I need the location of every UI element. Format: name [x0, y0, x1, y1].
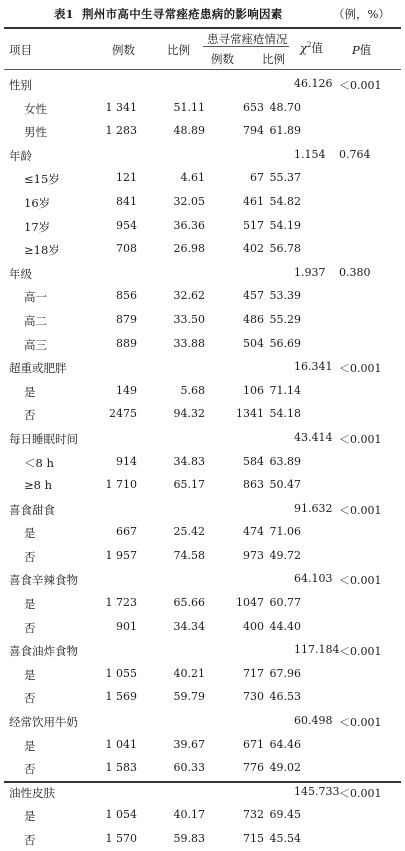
cell-ratio: 51.11 — [173, 100, 205, 114]
table-row — [0, 332, 405, 356]
cell-p-value: ＜0.001 — [339, 645, 382, 659]
header-subrule — [203, 46, 289, 47]
cell-p-value: ＜0.001 — [339, 786, 382, 800]
cell-p-value: ＜0.001 — [339, 432, 382, 446]
table-row — [0, 733, 405, 757]
row-label: 男性 — [24, 125, 47, 140]
header-item: 项目 — [9, 43, 32, 57]
cell-chi-square: 91.632 — [294, 501, 333, 515]
cell-p-value: ＜0.001 — [339, 79, 382, 92]
cell-chi-square: 64.103 — [294, 572, 333, 586]
cell-chi-square: 60.498 — [294, 714, 333, 728]
cell-p-value: 0.764 — [339, 147, 371, 161]
table-row — [0, 379, 405, 403]
cell-acne-ratio: 56.78 — [269, 242, 301, 256]
cell-acne-ratio: 48.70 — [269, 100, 301, 114]
row-label: 每日睡眠时间 — [9, 431, 78, 446]
row-label: 否 — [24, 620, 36, 635]
cell-p-value: ＜0.001 — [339, 362, 382, 376]
cell-count: 914 — [116, 454, 137, 468]
row-label: 年龄 — [9, 148, 32, 163]
cell-acne-ratio: 44.40 — [269, 619, 301, 633]
table-row — [0, 662, 405, 686]
table-row — [0, 308, 405, 332]
cell-count: 667 — [116, 525, 137, 539]
cell-acne-count: 400 — [243, 619, 264, 633]
cell-count: 149 — [116, 383, 137, 397]
table-row — [0, 96, 405, 120]
table-group-row — [0, 638, 405, 662]
cell-count: 1 055 — [105, 666, 137, 680]
cell-acne-count: 504 — [243, 336, 264, 350]
top-rule — [4, 27, 401, 29]
cell-acne-count: 106 — [243, 383, 264, 397]
cell-acne-count: 973 — [243, 548, 264, 562]
row-label: 年级 — [9, 266, 32, 281]
row-label: 是 — [24, 738, 36, 753]
cell-acne-count: 732 — [243, 808, 264, 822]
cell-acne-ratio: 50.47 — [269, 478, 301, 492]
table-row — [0, 520, 405, 544]
cell-count: 1 041 — [105, 737, 137, 751]
cell-ratio: 39.67 — [173, 737, 205, 751]
table-group-row — [0, 709, 405, 733]
cell-acne-ratio: 67.96 — [269, 666, 301, 680]
cell-acne-ratio: 46.53 — [269, 690, 301, 704]
cell-acne-count: 457 — [243, 289, 264, 303]
cell-count: 1 957 — [105, 548, 137, 562]
cell-acne-ratio: 54.19 — [269, 218, 301, 232]
cell-count: 1 054 — [105, 808, 137, 822]
row-label: 否 — [24, 549, 36, 564]
cell-p-value: ＜0.001 — [339, 716, 382, 730]
cell-acne-ratio: 64.46 — [269, 737, 301, 751]
table-group-row — [0, 780, 405, 804]
cell-acne-ratio: 55.37 — [269, 171, 301, 185]
cell-acne-count: 584 — [243, 454, 264, 468]
row-label: 超重或肥胖 — [9, 361, 67, 376]
row-label: 喜食辛辣食物 — [9, 573, 78, 588]
row-label: ≤15岁 — [24, 172, 60, 187]
cell-chi-square: 145.733 — [294, 784, 340, 798]
cell-ratio: 34.83 — [173, 454, 205, 468]
row-label: 16岁 — [24, 195, 51, 210]
cell-acne-count: 474 — [243, 525, 264, 539]
cell-acne-count: 715 — [243, 832, 264, 845]
cell-ratio: 65.17 — [173, 478, 205, 492]
chi-symbol: χ — [300, 41, 307, 55]
table-unit: （例，%） — [333, 7, 390, 21]
table-row — [0, 237, 405, 261]
cell-ratio: 33.88 — [173, 336, 205, 350]
row-label: 女性 — [24, 101, 47, 116]
p-suffix: 值 — [359, 43, 372, 57]
table-row — [0, 803, 405, 827]
cell-ratio: 48.89 — [173, 124, 205, 138]
cell-count: 2475 — [109, 407, 137, 421]
cell-ratio: 36.36 — [173, 218, 205, 232]
header-acne-ratio: 比例 — [262, 52, 285, 66]
table-row — [0, 615, 405, 639]
table-group-row — [0, 72, 405, 96]
table-group-row — [0, 261, 405, 285]
cell-acne-count: 1341 — [236, 407, 264, 421]
cell-chi-square: 1.937 — [294, 265, 326, 279]
table-group-row — [0, 355, 405, 379]
cell-acne-count: 1047 — [236, 596, 264, 610]
cell-count: 1 569 — [105, 690, 137, 704]
cell-ratio: 59.79 — [173, 690, 205, 704]
table-row — [0, 214, 405, 238]
cell-acne-ratio: 69.45 — [269, 808, 301, 822]
table-title: 荆州市高中生寻常痤疮患病的影响因素 — [82, 7, 283, 21]
row-label: 是 — [24, 809, 36, 824]
chi-suffix: 值 — [311, 41, 323, 55]
cell-acne-count: 794 — [243, 124, 264, 138]
cell-count: 121 — [116, 171, 137, 185]
cell-acne-count: 671 — [243, 737, 264, 751]
cell-acne-ratio: 49.02 — [269, 761, 301, 775]
cell-acne-count: 461 — [243, 194, 264, 208]
table-group-row — [0, 497, 405, 521]
table-row — [0, 190, 405, 214]
cell-ratio: 65.66 — [173, 596, 205, 610]
table-row — [0, 591, 405, 615]
header-acne-count: 例数 — [211, 52, 234, 66]
cell-acne-ratio: 49.72 — [269, 548, 301, 562]
cell-chi-square: 46.126 — [294, 77, 333, 90]
cell-acne-ratio: 53.39 — [269, 289, 301, 303]
table-row — [0, 756, 405, 780]
cell-acne-count: 402 — [243, 242, 264, 256]
cell-count: 879 — [116, 312, 137, 326]
table-row — [0, 166, 405, 190]
cell-acne-ratio: 45.54 — [269, 832, 301, 845]
table-row — [0, 473, 405, 497]
table-body — [0, 72, 405, 851]
row-label: 是 — [24, 597, 36, 612]
row-label: ≥8 h — [24, 478, 53, 493]
cell-ratio: 32.05 — [173, 194, 205, 208]
cell-acne-ratio: 63.89 — [269, 454, 301, 468]
cell-acne-ratio: 54.18 — [269, 407, 301, 421]
cell-acne-count: 863 — [243, 478, 264, 492]
table-row — [0, 402, 405, 426]
cell-ratio: 94.32 — [173, 407, 205, 421]
bottom-rule — [4, 781, 401, 783]
cell-acne-count: 730 — [243, 690, 264, 704]
cell-chi-square: 1.154 — [294, 147, 326, 161]
table-group-row — [0, 426, 405, 450]
table-caption — [0, 6, 405, 24]
row-label: 高三 — [24, 337, 47, 352]
cell-p-value: ＜0.001 — [339, 503, 382, 517]
cell-p-value: ＜0.001 — [339, 574, 382, 588]
chi-superscript: 2 — [306, 41, 312, 50]
cell-acne-ratio: 61.89 — [269, 124, 301, 138]
cell-ratio: 59.83 — [173, 832, 205, 845]
cell-acne-ratio: 71.06 — [269, 525, 301, 539]
cell-chi-square: 16.341 — [294, 360, 333, 374]
row-label: ≥18岁 — [24, 243, 60, 258]
cell-count: 1 570 — [105, 832, 137, 845]
row-label: 否 — [24, 833, 36, 847]
cell-count: 889 — [116, 336, 137, 350]
cell-acne-count: 486 — [243, 312, 264, 326]
table-row — [0, 827, 405, 851]
cell-count: 1 710 — [105, 478, 137, 492]
header-ratio: 比例 — [167, 43, 190, 57]
cell-ratio: 33.50 — [173, 312, 205, 326]
table-row — [0, 119, 405, 143]
cell-acne-count: 776 — [243, 761, 264, 775]
row-label: 喜食甜食 — [9, 502, 55, 517]
cell-acne-ratio: 71.14 — [269, 383, 301, 397]
table-group-row — [0, 143, 405, 167]
cell-acne-count: 653 — [243, 100, 264, 114]
header-acne: 患寻常痤疮情况 — [207, 32, 288, 46]
cell-acne-ratio: 54.82 — [269, 194, 301, 208]
row-label: 否 — [24, 762, 36, 777]
cell-acne-ratio: 60.77 — [269, 596, 301, 610]
row-label: 高一 — [24, 290, 47, 305]
cell-acne-count: 67 — [250, 171, 264, 185]
cell-count: 1 341 — [105, 100, 137, 114]
row-label: 油性皮肤 — [9, 785, 55, 800]
header-p-value — [352, 42, 371, 58]
cell-count: 1 283 — [105, 124, 137, 138]
cell-ratio: 34.34 — [173, 619, 205, 633]
row-label: 否 — [24, 408, 36, 423]
header-count: 例数 — [112, 43, 135, 57]
cell-ratio: 32.62 — [173, 289, 205, 303]
table-row — [0, 685, 405, 709]
table-row — [0, 450, 405, 474]
cell-chi-square: 117.184 — [294, 643, 340, 657]
cell-acne-ratio: 55.29 — [269, 312, 301, 326]
row-label: 是 — [24, 667, 36, 682]
cell-ratio: 4.61 — [180, 171, 205, 185]
cell-ratio: 74.58 — [173, 548, 205, 562]
cell-acne-count: 517 — [243, 218, 264, 232]
cell-ratio: 26.98 — [173, 242, 205, 256]
table-group-row — [0, 567, 405, 591]
row-label: ＜8 h — [24, 455, 54, 470]
row-label: 高二 — [24, 313, 47, 328]
cell-count: 1 723 — [105, 596, 137, 610]
cell-count: 841 — [116, 194, 137, 208]
cell-chi-square: 43.414 — [294, 430, 333, 444]
row-label: 是 — [24, 526, 36, 541]
cell-acne-ratio: 56.69 — [269, 336, 301, 350]
row-label: 17岁 — [24, 219, 51, 234]
cell-p-value: 0.380 — [339, 265, 371, 279]
cell-ratio: 40.21 — [173, 666, 205, 680]
table-row — [0, 284, 405, 308]
row-label: 喜食油炸食物 — [9, 644, 78, 659]
cell-ratio: 25.42 — [173, 525, 205, 539]
header-bottom-rule — [4, 69, 401, 70]
row-label: 经常饮用牛奶 — [9, 715, 78, 730]
row-label: 是 — [24, 384, 36, 399]
table-row — [0, 544, 405, 568]
cell-count: 856 — [116, 289, 137, 303]
cell-ratio: 40.17 — [173, 808, 205, 822]
cell-count: 708 — [116, 242, 137, 256]
header-chi-square — [300, 40, 323, 56]
row-label: 否 — [24, 691, 36, 706]
cell-count: 901 — [116, 619, 137, 633]
cell-ratio: 60.33 — [173, 761, 205, 775]
cell-count: 954 — [116, 218, 137, 232]
cell-acne-count: 717 — [243, 666, 264, 680]
cell-ratio: 5.68 — [180, 383, 205, 397]
row-label: 性别 — [9, 78, 32, 92]
p-symbol: P — [352, 43, 360, 57]
table-number: 表1 — [54, 7, 74, 21]
cell-count: 1 583 — [105, 761, 137, 775]
